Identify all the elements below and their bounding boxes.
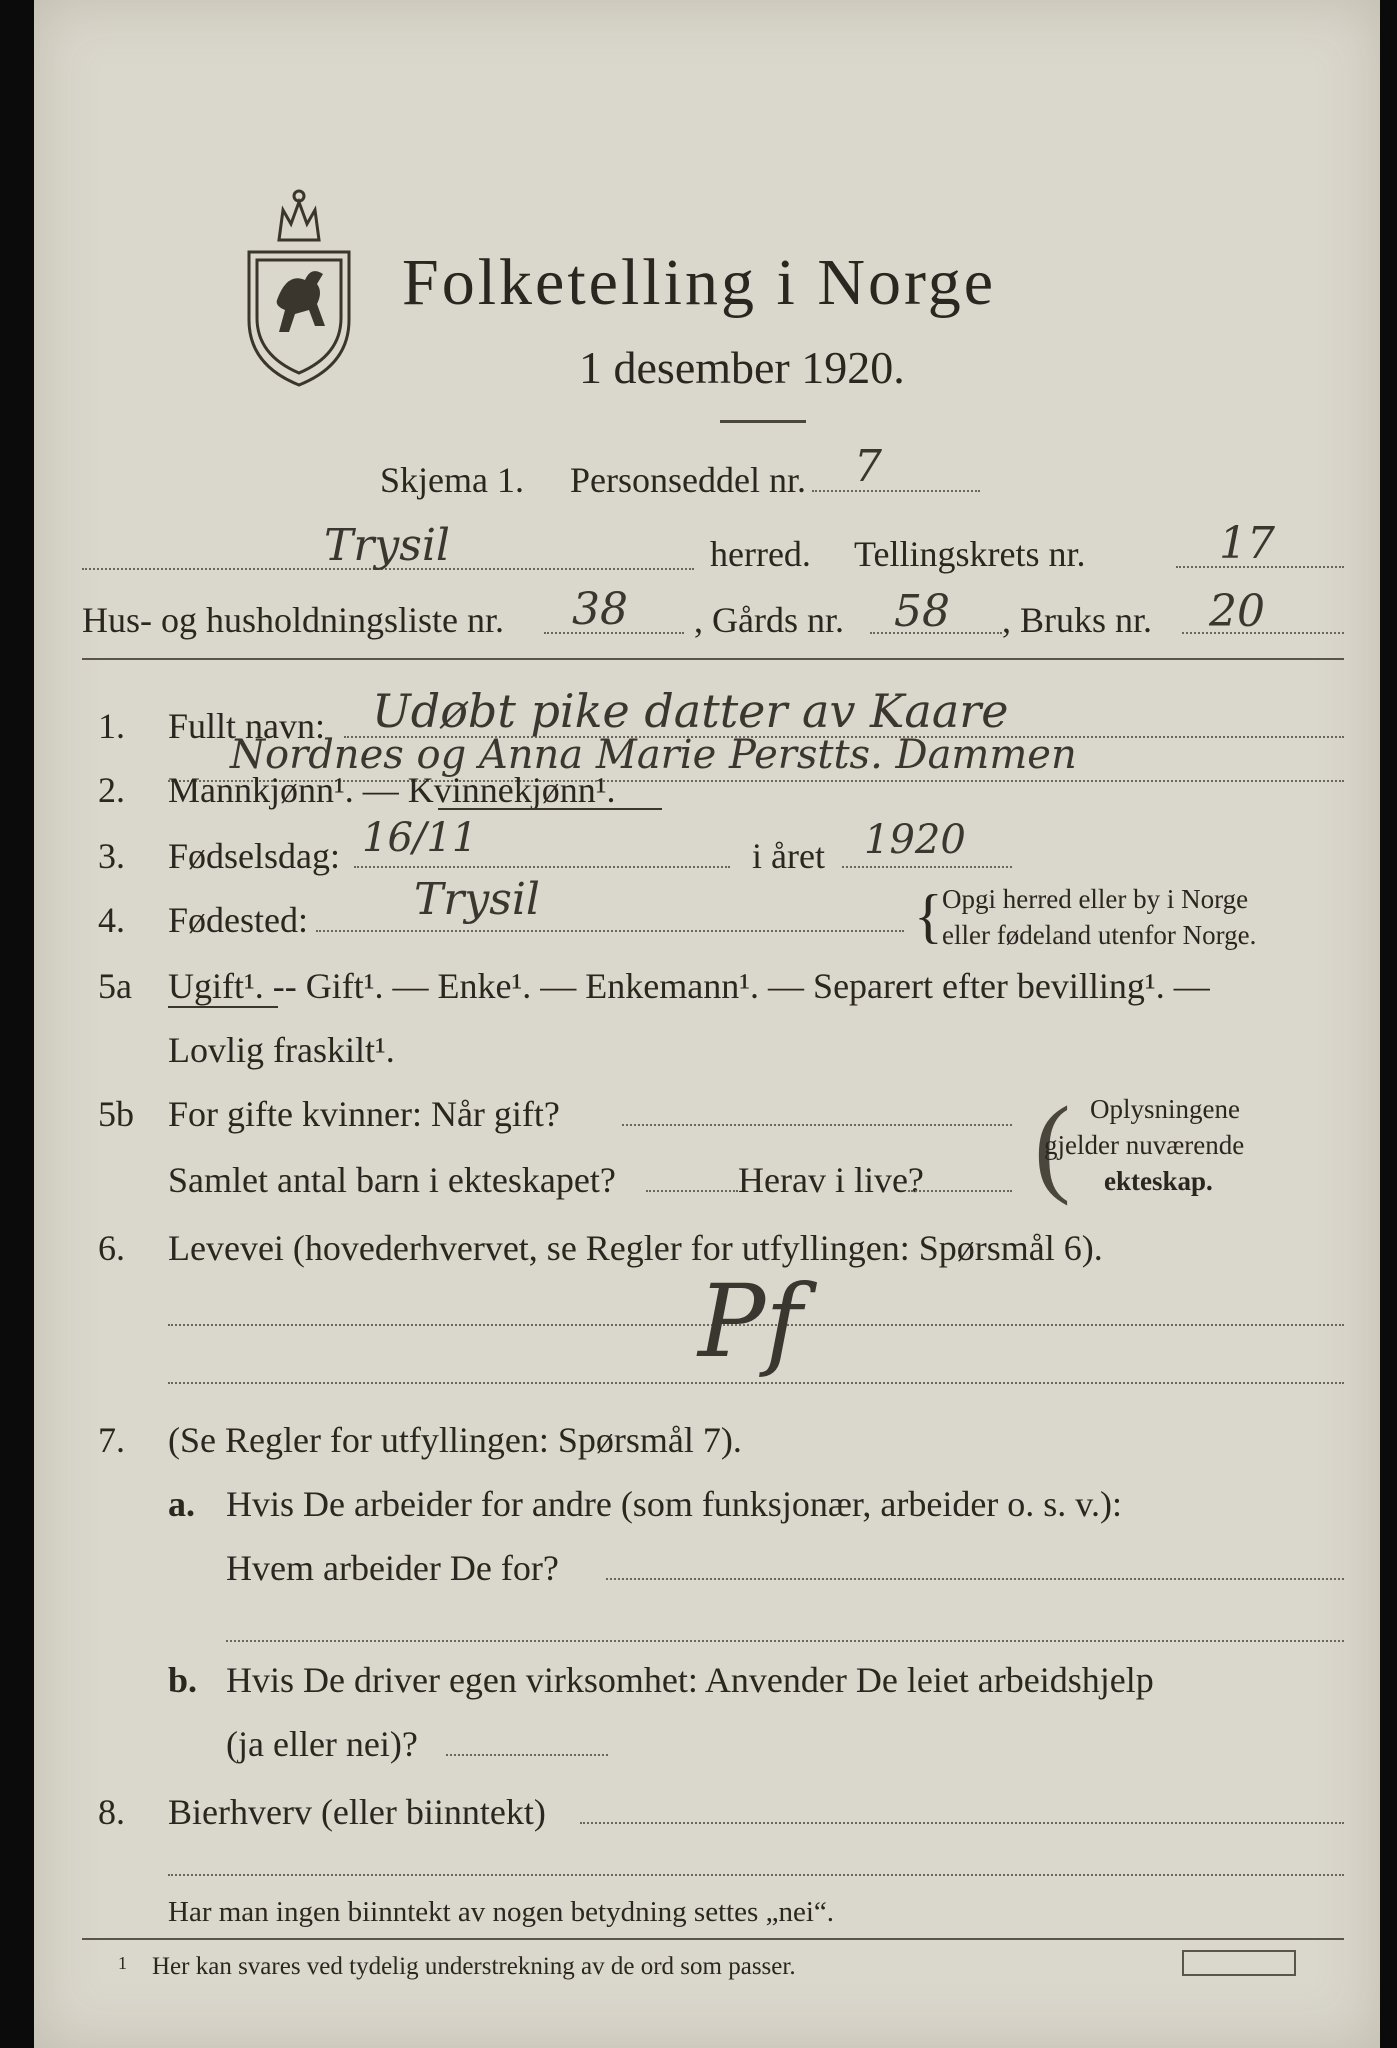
q4-brace: { — [914, 883, 943, 949]
personseddel-value: 7 — [854, 441, 882, 492]
q3-year-label: i året — [752, 836, 825, 876]
q4-number: 4. — [98, 900, 125, 940]
q7a-line-1 — [606, 1578, 1344, 1580]
tellingskrets-label: Tellingskrets nr. — [854, 534, 1086, 574]
q8-number: 8. — [98, 1792, 125, 1832]
q5a-number: 5a — [98, 966, 132, 1006]
footnote-mark: 1 — [118, 1953, 127, 1973]
q3-year-value: 1920 — [864, 817, 966, 863]
q4-note-line1: Opgi herred eller by i Norge — [942, 884, 1249, 914]
footnote-text: Her kan svares ved tydelig understrekning av de ord som passer. — [152, 1953, 796, 1980]
q1-label: Fullt navn: — [168, 706, 326, 746]
q1-number: 1. — [98, 706, 125, 746]
title-divider — [720, 420, 806, 423]
q4-label: Fødested: — [168, 900, 308, 940]
q4-note-line2: eller fødeland utenfor Norge. — [942, 920, 1257, 950]
q8-note: Har man ingen biinntekt av nogen betydning settes „nei“. — [168, 1896, 835, 1928]
q7b-letter: b. — [168, 1660, 198, 1700]
q2-underline — [438, 808, 662, 810]
q3-value: 16/11 — [362, 815, 478, 861]
q7a-line-2 — [226, 1640, 1344, 1642]
q7b-line — [446, 1754, 608, 1756]
bruks-value: 20 — [1209, 586, 1265, 637]
q7a-text2: Hvem arbeider De for? — [226, 1548, 559, 1588]
form-subtitle: 1 desember 1920. — [579, 342, 905, 393]
q3-line — [354, 866, 730, 868]
footnote-separator — [82, 1938, 1344, 1940]
q4-line — [316, 930, 904, 932]
q2-number: 2. — [98, 770, 125, 810]
q5b-children-line — [646, 1190, 738, 1192]
q2-text: Mannkjønn¹. — Kvinnekjønn¹. — [168, 770, 616, 810]
q3-year-line — [842, 866, 1012, 868]
q8-line-2 — [168, 1874, 1344, 1876]
q1-value-line2: Nordnes og Anna Marie Perstts. Dammen — [230, 732, 1077, 778]
bruks-label: , Bruks nr. — [1002, 600, 1153, 640]
q7-text: (Se Regler for utfyllingen: Spørsmål 7). — [168, 1420, 742, 1460]
q7b-text: Hvis De driver egen virksomhet: Anvender De leiet arbeidshjelp — [226, 1660, 1154, 1700]
q5b-brace: ( — [1034, 1084, 1071, 1206]
q5b-line1: For gifte kvinner: Når gift? — [168, 1094, 560, 1134]
skjema-label: Skjema 1. — [380, 460, 524, 500]
herred-value: Trysil — [324, 520, 450, 571]
q8-line-1 — [580, 1822, 1344, 1824]
q5b-line2a: Samlet antal barn i ekteskapet? — [168, 1160, 616, 1200]
q5b-note-line3: ekteskap. — [1104, 1166, 1213, 1196]
q5a-underline — [168, 1006, 278, 1008]
q7-number: 7. — [98, 1420, 125, 1460]
q5b-number: 5b — [98, 1094, 134, 1134]
q5a-text2: Lovlig fraskilt¹. — [168, 1030, 395, 1070]
q6-line-2 — [168, 1382, 1344, 1384]
personseddel-label: Personseddel nr. — [570, 460, 806, 500]
gards-value: 58 — [894, 586, 950, 637]
coat-of-arms-icon — [239, 180, 359, 390]
q5b-note-line2: gjelder nuværende — [1044, 1130, 1245, 1160]
personseddel-line — [812, 490, 980, 492]
gards-label: , Gårds nr. — [694, 600, 844, 640]
q5b-note-line1: Oplysningene — [1090, 1094, 1240, 1124]
q5b-alive-line — [908, 1190, 1012, 1192]
q3-number: 3. — [98, 836, 125, 876]
printer-stamp — [1182, 1950, 1296, 1976]
q5b-when-line — [622, 1124, 1012, 1126]
q5b-line2b: Herav i live? — [738, 1160, 924, 1200]
herred-label: herred. — [710, 534, 811, 574]
header-separator — [82, 658, 1344, 660]
q7b-text2: (ja eller nei)? — [226, 1724, 418, 1764]
q6-text: Levevei (hovederhvervet, se Regler for utfyllingen: Spørsmål 6). — [168, 1228, 1103, 1268]
q5a-text: Ugift¹. -- Gift¹. — Enke¹. — Enkemann¹. — Separert efter bevilling¹. — — [168, 966, 1210, 1006]
q6-number: 6. — [98, 1228, 125, 1268]
census-form-page — [34, 0, 1380, 2048]
q6-value: Pf — [698, 1263, 803, 1380]
tellingskrets-value: 17 — [1219, 518, 1275, 569]
q8-text: Bierhverv (eller biinntekt) — [168, 1792, 546, 1832]
q7a-text: Hvis De arbeider for andre (som funksjonær, arbeider o. s. v.): — [226, 1484, 1122, 1524]
hus-value: 38 — [572, 584, 628, 635]
q4-value: Trysil — [414, 874, 540, 925]
hus-label: Hus- og husholdningsliste nr. — [82, 600, 505, 640]
q3-label: Fødselsdag: — [168, 836, 341, 876]
form-title: Folketelling i Norge — [402, 246, 997, 319]
q7a-letter: a. — [168, 1484, 195, 1524]
q1-value-line1: Udøbt pike datter av Kaare — [372, 684, 1009, 738]
